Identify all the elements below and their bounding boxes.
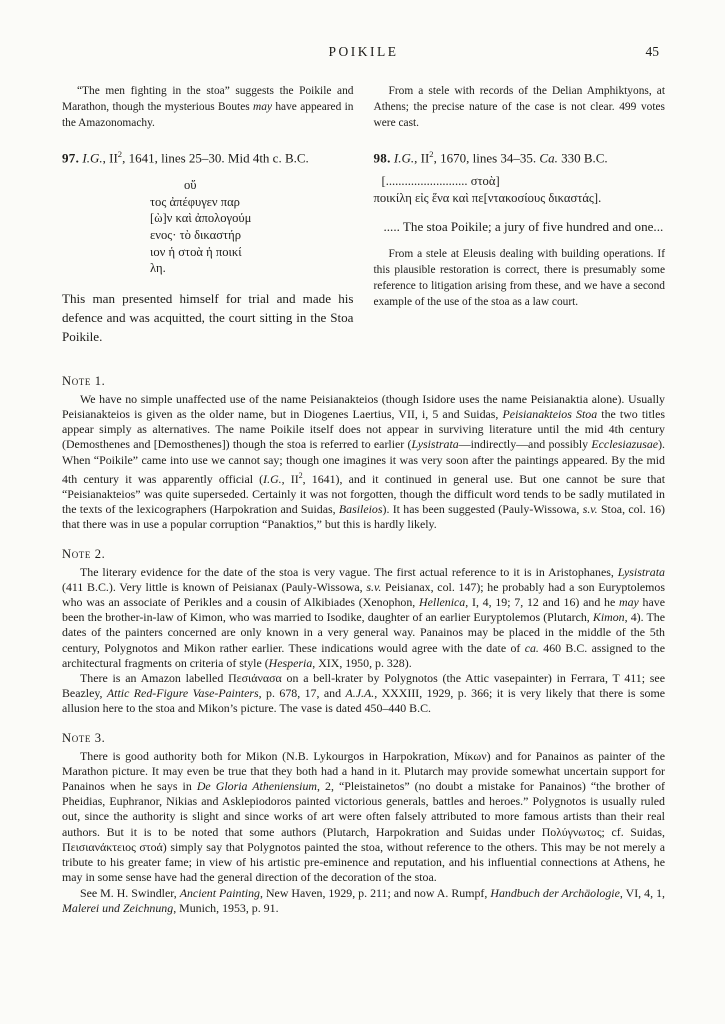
greek-line: λη.: [150, 261, 166, 276]
note-3-paragraph: There is good authority both for Mikon (N.B. Lykourgos in Harpokration, Μίκων) and for Panainos as painter of the Marathon picture. It may even be true that they both had a hand in it. Plutarch may provide somewhat uncertain support for Panainos when he says in De Gloria Atheniensium, 2, “Pleistainetos” (no doubt a mistake for Panainos) “the brother of Pheidias, Euphranor, Nikias and Asklepiodoros painted victorious generals, battles and heroes.” Polygnotos is usually ruled out, since the authority is slight and since works of art were often falsely attributed to more famous artists than their real authors. But it is to be noted that some authors (Plutarch, Harpokration and Suidas under Πολύγνωτος; cf. Suidas, Πεισιανάκτειος στοά) simply say that Polygnotos painted the stoa, without reference to the others. This may be not merely a tribute to his greater fame; in view of his artistic pre-eminence and reputation, and his influential connections at Athens, he may in some sense have had the general direction of the decoration of the stoa.: [62, 748, 665, 885]
entry-98-greek-quote: [374, 173, 666, 206]
note-1-label: Note 1.: [62, 373, 106, 388]
greek-line: οὕ: [184, 178, 197, 193]
page-number: 45: [645, 44, 659, 59]
note-2-paragraph: There is an Amazon labelled Πεσιάνασα on a bell-krater by Polygnotos (the Attic vasepainter) in Ferrara, T 411; see Beazley, Attic Red-Figure Vase-Painters, p. 678, 17, and A.J.A., XXXIII, 1929, p. 366; it is very likely that there is some allusion here to the stoa and Mikon’s picture. The vase is dated 450–440 B.C.: [62, 671, 665, 716]
greek-line: ιον ἡ στοὰ ἡ ποικί: [150, 244, 242, 259]
page-header: [62, 44, 665, 62]
note-1-paragraph: We have no simple unaffected use of the name Peisianakteios (though Isidore uses the name Peisianaktia alone). Usually Peisianakteios is given as the older name, but in Diogenes Laertius, VII, i, 5 and Suidas, Peisianakteios Stoa the two titles appear simply as alternatives. The name Poikile itself does not appear in surviving literature until the mid 4th century (Demosthenes and [Demosthenes]) though the stoa is referred to earlier (Lysistrata—indirectly—and possibly Ecclesiazusae). When “Poikile” came into use we cannot say; though one imagines it was very soon after the paintings appeared. By the mid 4th century it was apparently official (I.G., $II^2$, 1641), and it continued in general use. But one cannot be sure that “Peisianakteios” was quite superseded. Certainly it was not forgotten, though the difficult word tends to be sadly mutilated in the texts of the lexicographers (Harpokration and Suidas, Basileios). It has been suggested (Pauly-Wissowa, s.v. Stoa, col. 16) that there was in use a popular corruption “Panaktios,” but this is hardly likely.: [62, 391, 666, 532]
note-2-label: Note 2.: [62, 546, 106, 561]
greek-line: ενος· τὸ δικαστήρ: [150, 228, 241, 243]
greek-line: [ὼ]ν καὶ ἀπολογούμ: [150, 211, 252, 226]
entry-98-commentary: From a stele at Eleusis dealing with building operations. If this plausible restoration is correct, there is presumably some reference to litigation arising from these, and we have a second example of the use of the stoa as a law court.: [373, 248, 665, 309]
two-column-section: [62, 84, 665, 347]
note-2: [62, 547, 665, 717]
intro-paragraph: “The men fighting in the stoa” suggests the Poikile and Marathon, though the mysterious Boutes may have appeared in the Amazonomachy.: [62, 85, 354, 129]
left-column: [62, 84, 354, 347]
entry-98-heading: 98. I.G., $II^2$, 1670, lines 34–35. Ca. 330 B.C.: [373, 148, 608, 166]
entry-97-translation: This man presented himself for trial and made his defence and was acquitted, the court sitting in the Stoa Poikile.: [62, 290, 354, 344]
note-3: [62, 731, 665, 916]
note-2-paragraph: The literary evidence for the date of the stoa is very vague. The first actual reference to it is in Aristophanes, Lysistrata (411 B.C.). Very little is known of Peisianax (Pauly-Wissowa, s.v. Peisianax, col. 147); he probably had a son Euryptolemos who was an associate of Perikles and a cousin of Alkibiades (Xenophon, Hellenica, I, 4, 19; 7, 12 and 16) and he may have been the brother-in-law of Kimon, who was married to Isodike, daughter of an earlier Euryptolemos (Plutarch, Kimon, 4). The dates of the painters concerned are only known in a very general way. Panainos may be placed in the middle of the 5th century, Polygnotos and Mikon rather earlier. These indications would agree with the date of ca. 460 B.C. assigned to the architectural fragments on criteria of style (Hesperia, XIX, 1950, p. 328).: [62, 564, 666, 670]
entry-97-greek-quote: [150, 177, 354, 277]
entry-98-translation: ..... The stoa Poikile; a jury of five hundred and one...: [383, 219, 664, 235]
note-1: [62, 374, 665, 533]
running-title: POIKILE: [328, 44, 399, 59]
greek-line: [.......................... στοὰ]: [381, 174, 500, 189]
right-column: [374, 84, 666, 347]
note-3-label: Note 3.: [62, 730, 106, 745]
note-3-paragraph: See M. H. Swindler, Ancient Painting, New Haven, 1929, p. 211; and now A. Rumpf, Handbuch der Archäologie, VI, 4, 1, Malerei und Zeichnung, Munich, 1953, p. 91.: [62, 885, 665, 915]
greek-line: ποικίλη εἰς ἕνα καὶ πε[ντακοσίους δικαστάς].: [373, 190, 602, 205]
entry-97-heading: 97. I.G., $II^2$, 1641, lines 25–30. Mid 4th c. B.C.: [62, 148, 309, 166]
greek-line: τος ἀπέφυγεν παρ: [150, 194, 240, 209]
notes-section: [62, 374, 665, 916]
entry-97-commentary: From a stele with records of the Delian Amphiktyons, at Athens; the precise nature of the case is not clear. 499 votes were cast.: [373, 85, 665, 129]
